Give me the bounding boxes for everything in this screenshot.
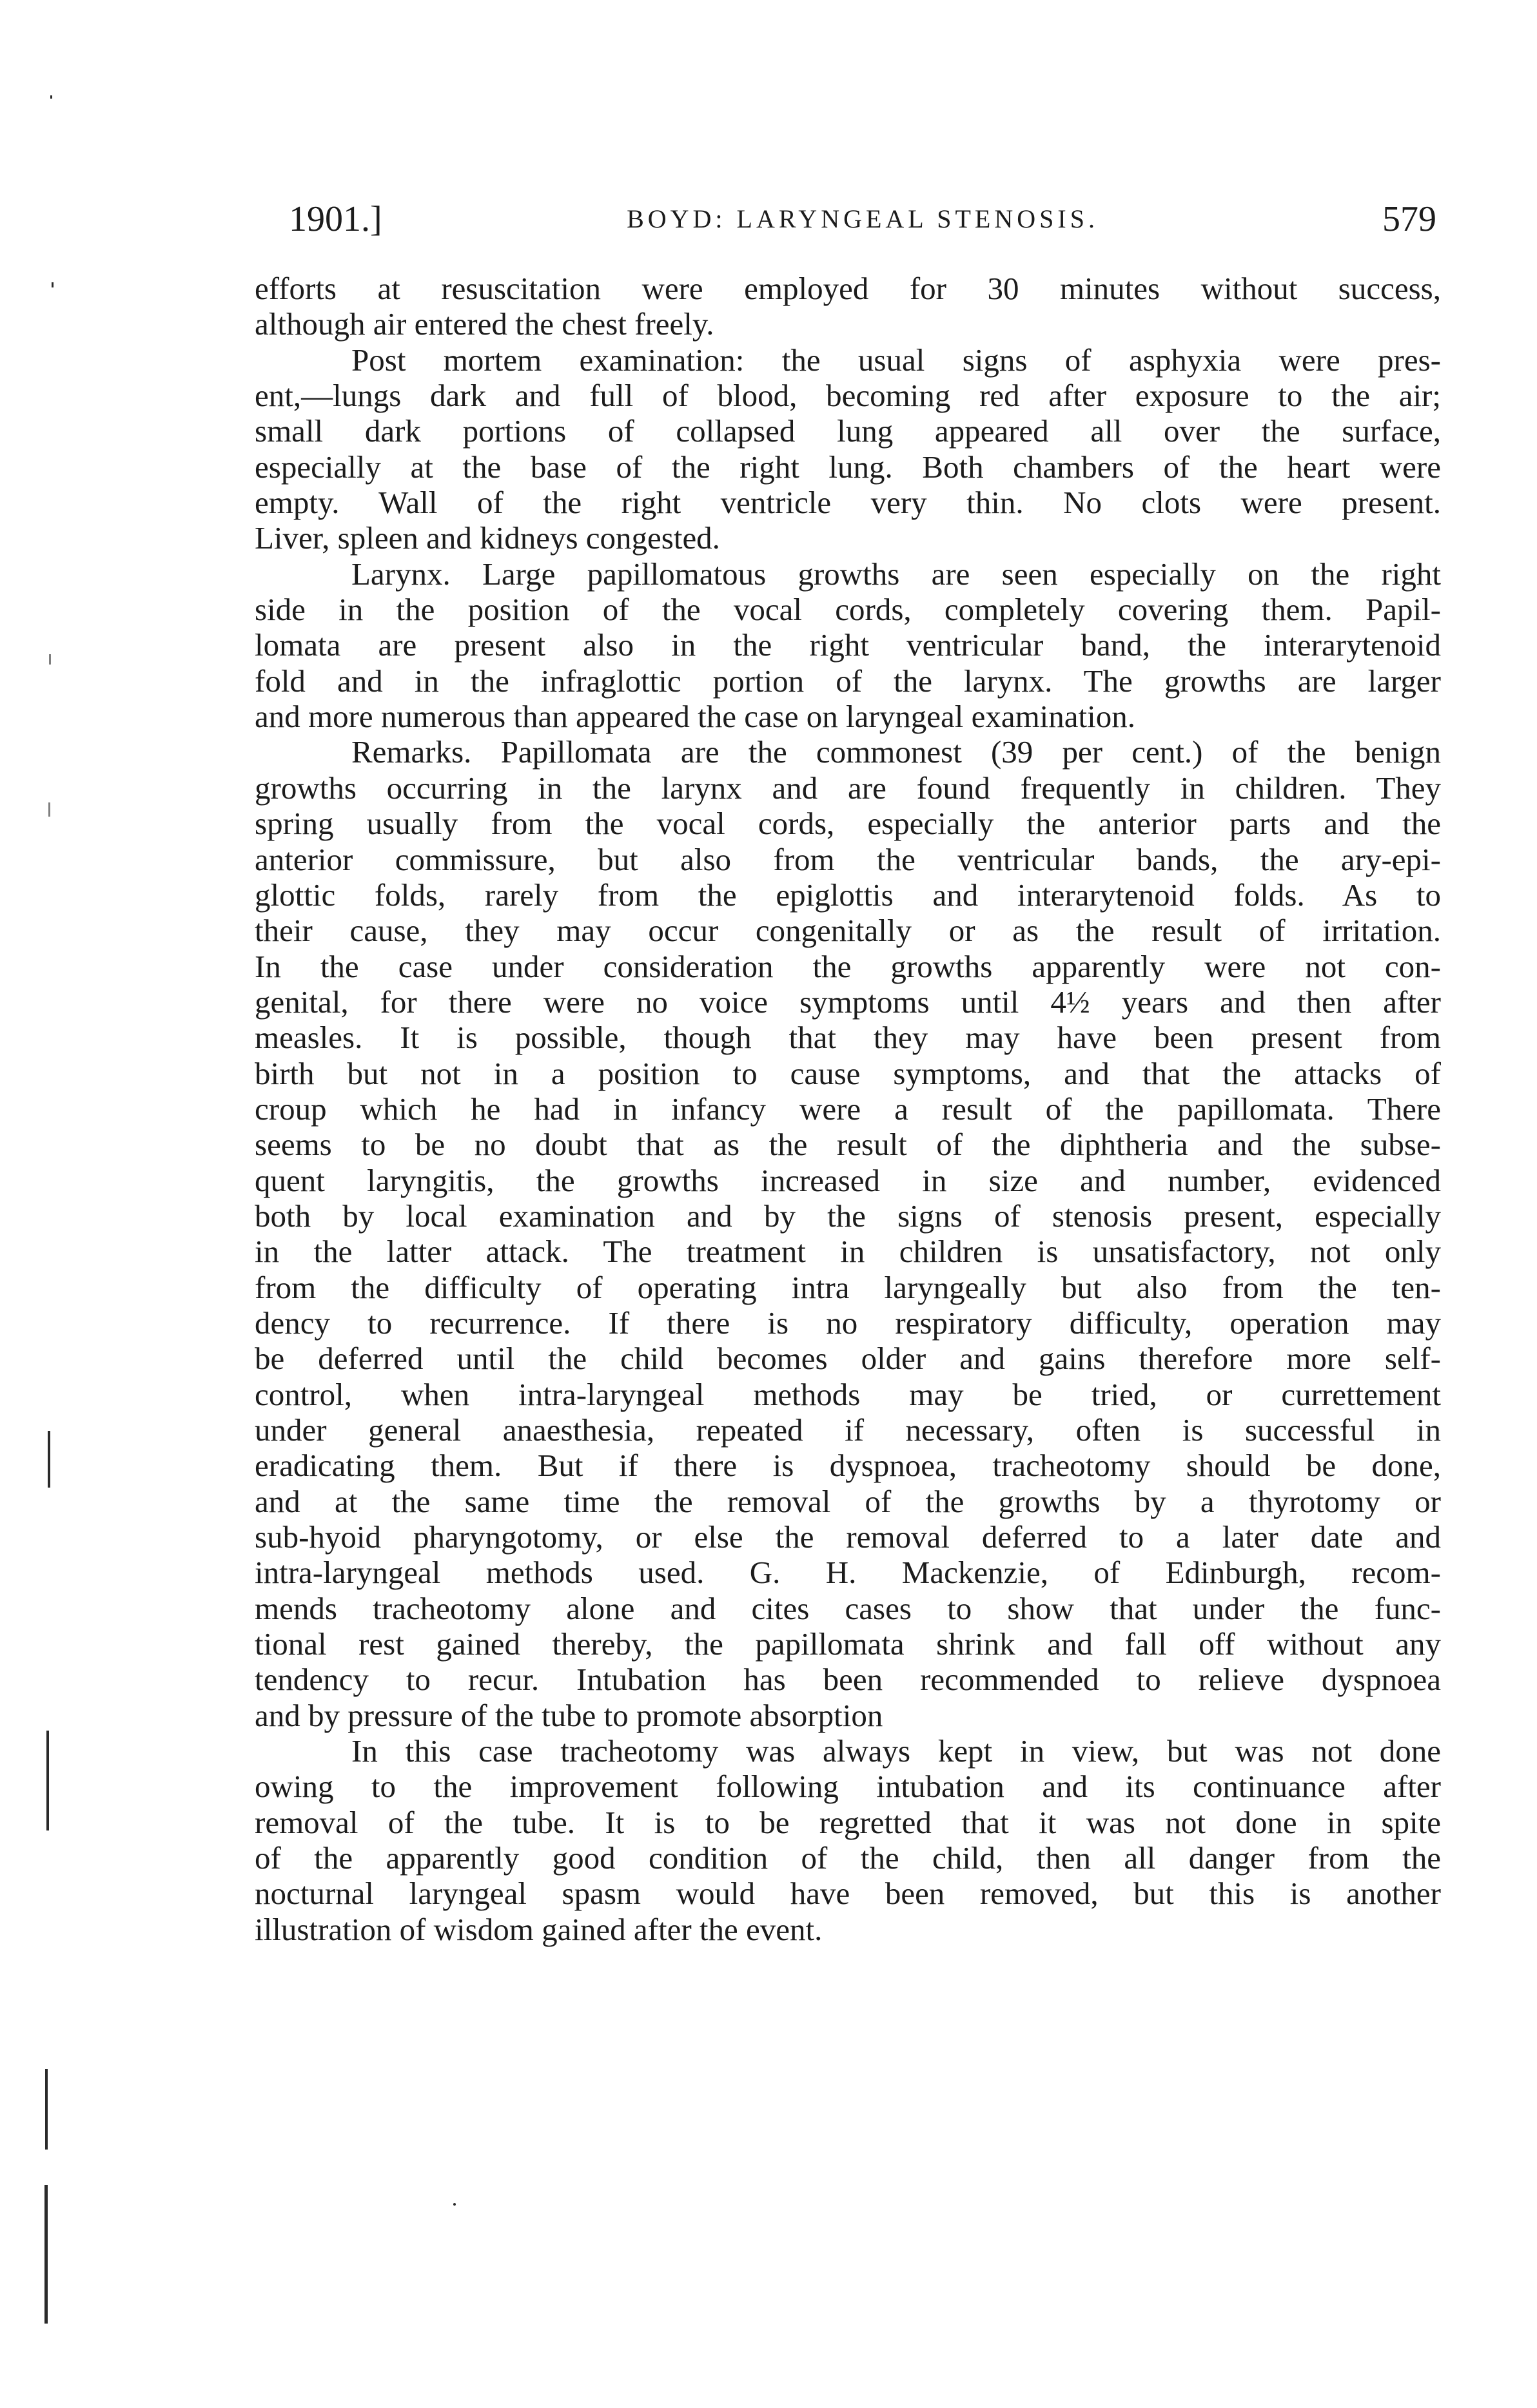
text-line: anterior commissure, but also from the ventricular bands, the ary-epi- xyxy=(255,841,1441,877)
text-line: eradicating them. But if there is dyspnoea, tracheotomy should be done, xyxy=(255,1448,1441,1484)
text-line: measles. It is possible, though that they may have been present from xyxy=(255,1020,1441,1056)
binding-edge-mark xyxy=(46,1731,49,1830)
header-title: BOYD: LARYNGEAL STENOSIS. xyxy=(627,204,1099,233)
page-number: 579 xyxy=(1382,199,1436,239)
body-text xyxy=(255,271,1441,1947)
text-line: genital, for there were no voice symptoms until 4½ years and then after xyxy=(255,984,1441,1020)
text-line: lomata are present also in the right ventricular band, the interarytenoid xyxy=(255,627,1441,663)
text-line: in the latter attack. The treatment in children is unsatisfactory, not only xyxy=(255,1234,1441,1270)
binding-edge-mark xyxy=(48,1431,50,1488)
text-line: Post mortem examination: the usual signs of asphyxia were pres- xyxy=(351,342,1441,378)
text-line: dency to recurrence. If there is no respiratory difficulty, operation may xyxy=(255,1305,1441,1341)
text-line: both by local examination and by the signs of stenosis present, especially xyxy=(255,1198,1441,1234)
scan-speck xyxy=(50,95,52,99)
text-line: In the case under consideration the growths apparently were not con- xyxy=(255,948,1441,984)
text-line: their cause, they may occur congenitally or as the result of irritation. xyxy=(255,913,1441,949)
text-line: under general anaesthesia, repeated if necessary, often is successful in xyxy=(255,1412,1441,1448)
scan-speck xyxy=(49,654,51,665)
text-line: In this case tracheotomy was always kept in view, but was not done xyxy=(351,1733,1441,1769)
text-line: and more numerous than appeared the case on laryngeal examination. xyxy=(255,699,1136,735)
text-line: be deferred until the child becomes older and gains therefore more self- xyxy=(255,1341,1441,1377)
text-line: Remarks. Papillomata are the commonest (39 per cent.) of the benign xyxy=(351,734,1441,770)
text-line: croup which he had in infancy were a result of the papillomata. There xyxy=(255,1091,1441,1127)
text-line: small dark portions of collapsed lung appeared all over the surface, xyxy=(255,413,1441,449)
text-line: ent,—lungs dark and full of blood, becoming red after exposure to the air; xyxy=(255,378,1441,414)
text-line: mends tracheotomy alone and cites cases to show that under the func- xyxy=(255,1590,1441,1626)
text-line: although air entered the chest freely. xyxy=(255,306,714,342)
text-line: sub-hyoid pharyngotomy, or else the removal deferred to a later date and xyxy=(255,1519,1441,1555)
text-line: Liver, spleen and kidneys congested. xyxy=(255,520,720,556)
scan-speck xyxy=(52,282,54,287)
text-line: control, when intra-laryngeal methods may be tried, or currettement xyxy=(255,1376,1441,1412)
text-line: fold and in the infraglottic portion of the larynx. The growths are larger xyxy=(255,663,1441,699)
text-line: intra-laryngeal methods used. G. H. Mackenzie, of Edinburgh, recom- xyxy=(255,1555,1441,1591)
text-line: illustration of wisdom gained after the event. xyxy=(255,1911,823,1947)
scan-speck xyxy=(48,802,50,817)
text-line: from the difficulty of operating intra laryngeally but also from the ten- xyxy=(255,1269,1441,1305)
text-line: Larynx. Large papillomatous growths are seen especially on the right xyxy=(351,556,1441,592)
text-line: owing to the improvement following intubation and its continuance after xyxy=(255,1769,1441,1805)
text-line: seems to be no doubt that as the result of the diphtheria and the subse- xyxy=(255,1127,1441,1163)
text-line: tendency to recur. Intubation has been recommended to relieve dyspnoea xyxy=(255,1662,1441,1698)
text-line: glottic folds, rarely from the epiglottis and interarytenoid folds. As to xyxy=(255,877,1441,913)
text-line: spring usually from the vocal cords, especially the anterior parts and the xyxy=(255,806,1441,842)
text-line: nocturnal laryngeal spasm would have been removed, but this is another xyxy=(255,1876,1441,1912)
text-line: removal of the tube. It is to be regretted that it was not done in spite xyxy=(255,1804,1441,1840)
text-line: efforts at resuscitation were employed for 30 minutes without success, xyxy=(255,271,1441,306)
binding-edge-mark xyxy=(45,2069,48,2150)
running-head xyxy=(289,193,1436,245)
binding-edge-mark xyxy=(44,2185,48,2324)
text-line: quent laryngitis, the growths increased in size and number, evidenced xyxy=(255,1162,1441,1198)
text-line: growths occurring in the larynx and are found frequently in children. They xyxy=(255,770,1441,806)
text-line: and at the same time the removal of the growths by a thyrotomy or xyxy=(255,1483,1441,1519)
text-line: and by pressure of the tube to promote absorption xyxy=(255,1697,883,1733)
text-line: empty. Wall of the right ventricle very thin. No clots were present. xyxy=(255,485,1441,521)
text-line: especially at the base of the right lung. Both chambers of the heart were xyxy=(255,449,1441,485)
text-line: side in the position of the vocal cords, completely covering them. Papil- xyxy=(255,592,1441,628)
text-line: of the apparently good condition of the child, then all danger from the xyxy=(255,1840,1441,1876)
text-line: birth but not in a position to cause symptoms, and that the attacks of xyxy=(255,1055,1441,1091)
text-line: tional rest gained thereby, the papillomata shrink and fall off without any xyxy=(255,1626,1441,1662)
scan-speck xyxy=(453,2203,456,2206)
header-year: 1901.] xyxy=(289,199,382,239)
